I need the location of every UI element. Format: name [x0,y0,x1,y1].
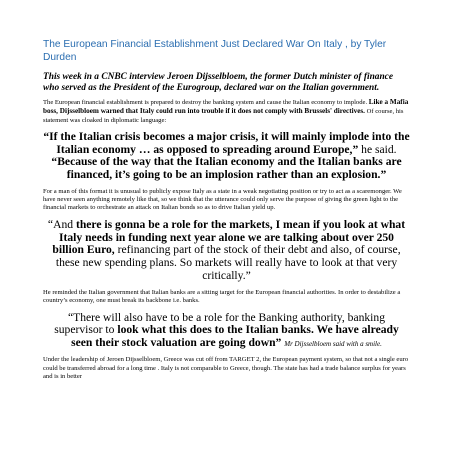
quote-3-attribution: Mr Dijsselbloem said with a smile. [284,339,382,348]
quote-3-close: ” [275,335,282,349]
article-title[interactable]: The European Financial Establishment Just Declared War On Italy , by Tyler Durden [43,39,387,63]
paragraph-1-bold: Like a Mafia boss, Dijsselbloem warned that Italy could run into trouble if it does not comply with Brussels' directives. [43,98,409,116]
quote-1-part-a: “If the Italian crisis becomes a major crisis, it will mainly implode into the Italian economy … as opposed to spreading around Europe,” [43,130,410,156]
quote-3-bold: look what this does to the Italian banks. We have already seen their stock valuation are going down [71,323,399,349]
paragraph-2: For a man of this format it is unusual to publicly expose Italy as a state in a weak negotiating position or try to act as a scaremonger. We have never seen anything remotely like that, so we think that the utterance could only serve the purpose of giving the green light to the financial markets to orchestrate an attack on Italian bonds so as to drive Italian yield up. [43,187,402,212]
quote-1-said: he said. [361,142,397,156]
quote-1 [43,131,410,181]
quote-3 [43,312,410,351]
quote-2-bold: there is gonna be a role for the markets, I mean if you look at what Italy needs in funding next year alone we are talking about over 250 billion Euro, [52,217,406,257]
quote-1-part-b: “Because of the way that the Italian economy and the Italian banks are financed, it’s going to be an implosion rather than an explosion.” [51,155,402,181]
paragraph-3: He reminded the Italian government that Italian banks are a sitting target for the European financial authorities. In order to destabilize a country’s economy, one must break its backbone i.e. banks. [43,288,401,305]
paragraph-1 [43,98,410,125]
paragraph-1-text: The European financial establishment is prepared to destroy the banking system and cause the Italian economy to implode. [43,99,368,106]
quote-3-open: “There will also have to be a role for the Banking authority, banking supervisor to [54,310,385,337]
paragraph-1-tail: Of course, his statement was cloaked in diplomatic language: [43,108,404,124]
quote-2-open: “And [47,217,74,231]
paragraph-4: Under the leadership of Jeroen Dijsselbloem, Greece was cut off from TARGET 2, the European payment system, so that not a single euro could be transferred abroad for a long time . Italy is not comparable to Greece, though. The state has had a trade balance surplus for years and is in better [43,356,409,381]
quote-2 [43,219,410,283]
quote-2-tail: refinancing part of the stock of their debt and also, of course, these new spending plans. So markets will really have to look at that very critically.” [55,243,401,282]
article-intro: This week in a CNBC interview Jeroen Dijsselbloem, the former Dutch minister of finance who served as the President of the Eurogroup, declared war on the Italian government. [43,72,394,93]
